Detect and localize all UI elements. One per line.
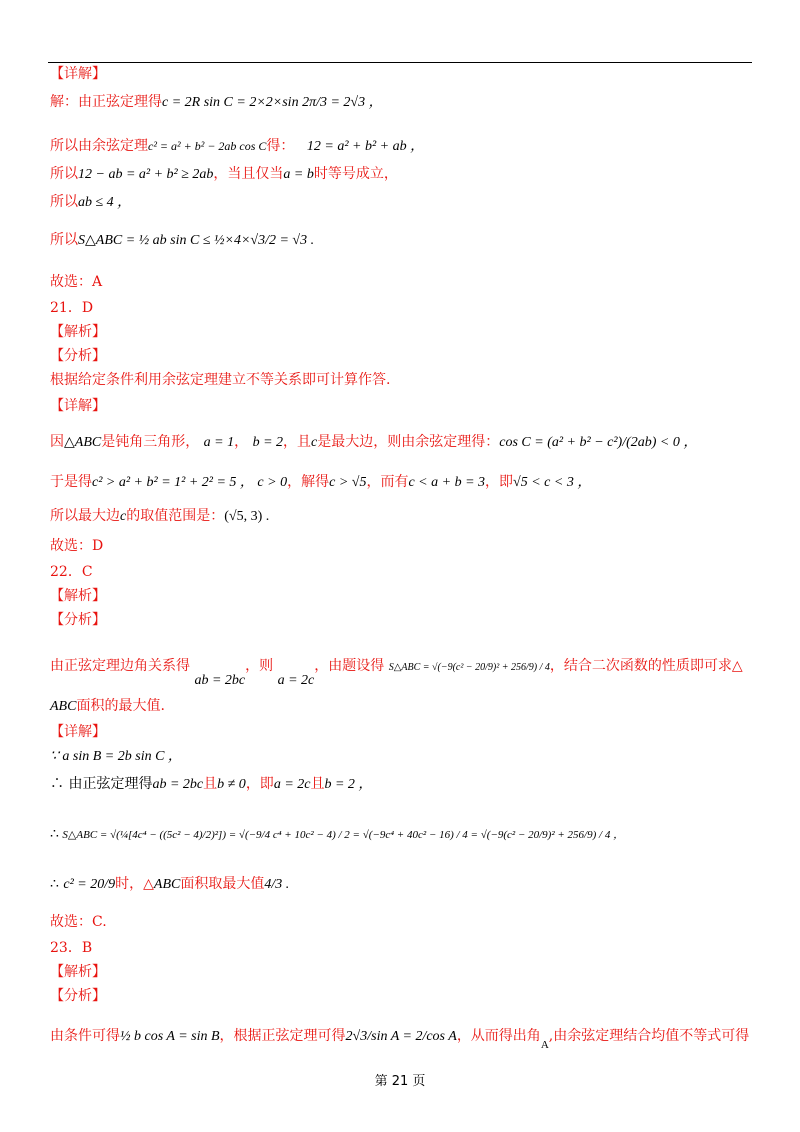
text: 时等号成立， — [313, 166, 398, 182]
math-expression: ∵ a sin B = 2b sin C ， — [50, 749, 182, 764]
math-expression: 12 = a² + b² + ab ， — [306, 139, 425, 154]
question-number: 23．B — [50, 940, 93, 956]
q23-analysis-line-1 — [50, 1026, 750, 1051]
text: 面积取最大值 — [180, 876, 265, 892]
math-expression: ab ≤ 4 ， — [78, 195, 132, 210]
math-expression: a = 2c — [273, 777, 311, 792]
fenxi-header: 【分析】 — [50, 988, 106, 1004]
q21-line-3 — [50, 506, 269, 527]
text: ，则 — [245, 658, 274, 674]
q22-detail-line-4 — [50, 874, 289, 895]
q20-line-2 — [50, 136, 424, 157]
text: ，即 — [245, 776, 274, 792]
math-expression: ABC — [50, 699, 77, 714]
text: ，而有 — [366, 474, 409, 490]
math-expression: c² = 20/9 — [63, 877, 116, 892]
math-expression: 12 − ab = a² + b² ≥ 2ab — [78, 167, 214, 182]
math-expression: b ≠ 0 — [217, 777, 246, 792]
text: 是最大边，则由余弦定理得： — [317, 434, 500, 450]
text: ，当且仅当 — [213, 166, 284, 182]
jiexi-header: 【解析】 — [50, 588, 106, 604]
text: ∴ — [50, 826, 59, 842]
q22-detail-line-3 — [50, 824, 624, 845]
text: 得： — [266, 138, 295, 154]
question-number: 21．D — [50, 300, 94, 316]
math-expression: b = 2 — [252, 435, 284, 450]
math-expression: ab = 2bc — [152, 777, 204, 792]
text: ，根据正弦定理可得 — [219, 1028, 346, 1044]
math-expression: c — [311, 435, 318, 450]
text: 因 — [50, 434, 64, 450]
q22-detail-line-2 — [50, 774, 372, 795]
math-expression: c = 2R sin C = 2×2×sin 2π/3 = 2√3 ， — [162, 95, 383, 110]
jiexi-header: 【解析】 — [50, 964, 106, 980]
math-expression: △ABC — [64, 435, 102, 450]
text: 所以最大边 — [50, 508, 120, 524]
jiexi-header: 【解析】 — [50, 324, 106, 340]
detail-header: 【详解】 — [50, 724, 106, 740]
text: 且 — [310, 776, 325, 792]
math-expression: a = 2c — [277, 673, 315, 688]
math-expression: ½ b cos A = sin B — [120, 1029, 220, 1044]
math-expression: A — [540, 1039, 549, 1051]
q21-line-1: 因△ABC是钝角三角形， a = 1， b = 2，且c是最大边，则由余弦定理得：cos C = (a² + b² − c²)/(2ab) < 0 ， — [50, 434, 698, 450]
text: 于是得 — [50, 474, 92, 490]
q20-line-3 — [50, 164, 398, 185]
q21-line-2 — [50, 472, 591, 493]
text: 由条件可得 — [50, 1028, 120, 1044]
math-expression: S△ABC = √(¼[4c⁴ − ((5c² − 4)/2)²]) = √(−9/4 c⁴ + 10c² − 4) / 2 = √(−9c⁴ + 40c² − 16) / 4 = √(−9(c² − 20/9)² + 256/9) / 4 ， — [62, 829, 625, 841]
math-expression: ABC — [153, 877, 181, 892]
text: 所以 — [50, 166, 78, 182]
text: 时，△ — [115, 876, 154, 892]
math-expression: a = b — [283, 167, 314, 182]
q22-analysis-line-1 — [50, 656, 743, 688]
answer-line: 故选：A — [50, 274, 103, 290]
math-expression: c — [120, 509, 127, 524]
q20-line-1 — [50, 92, 383, 113]
math-expression: 2√3/sin A = 2/cos A — [345, 1029, 457, 1044]
text: 由正弦定理边角关系得 — [50, 658, 190, 674]
text: 面积的最大值. — [76, 698, 165, 714]
fenxi-header: 【分析】 — [50, 348, 106, 364]
answer-line: 故选：D — [50, 538, 104, 554]
text: ，且 — [283, 434, 312, 450]
math-expression: S△ABC = √(−9(c² − 20/9)² + 256/9) / 4 — [388, 662, 550, 673]
page-footer: 第 21 页 — [374, 1074, 426, 1089]
math-expression: (√5, 3) . — [224, 509, 270, 524]
math-expression: b = 2 ， — [324, 777, 373, 792]
math-expression: c² > a² + b² = 1² + 2² = 5 ， c > 0 — [92, 475, 288, 490]
text: ，结合二次函数的性质即可求△ — [549, 658, 743, 674]
detail-header: 【详解】 — [50, 398, 106, 414]
text: 所以 — [50, 194, 78, 210]
text: 所以 — [50, 232, 78, 248]
text: ∴ 由正弦定理得 — [50, 776, 153, 792]
text: 且 — [203, 776, 218, 792]
text: 解：由正弦定理得 — [50, 94, 162, 110]
math-expression: c² = a² + b² − 2ab cos C — [148, 139, 267, 153]
analysis-text: 根据给定条件利用余弦定理建立不等关系即可计算作答. — [50, 372, 391, 388]
detail-header: 【详解】 — [50, 66, 106, 82]
math-expression: cos C = (a² + b² − c²)/(2ab) < 0 ， — [499, 435, 698, 450]
math-expression: a = 1 — [203, 435, 235, 450]
math-expression: ab = 2bc — [194, 673, 246, 688]
text: ∴ — [50, 876, 59, 892]
text: ，解得 — [287, 474, 330, 490]
math-expression: S△ABC = ½ ab sin C ≤ ½×4×√3/2 = √3 . — [78, 233, 315, 248]
q22-detail-line-1 — [50, 746, 182, 767]
q22-analysis-line-2 — [50, 696, 165, 717]
text: ，从而得出角 — [456, 1028, 541, 1044]
math-expression: c > √5 — [329, 475, 367, 490]
text: ，由题设得 — [314, 658, 385, 674]
text: ，即 — [485, 474, 514, 490]
answer-line: 故选：C. — [50, 914, 107, 930]
text: 所以由余弦定理 — [50, 138, 148, 154]
math-expression: 4/3 . — [264, 877, 290, 892]
text: 是钝角三角形， — [101, 434, 200, 450]
question-number: 22．C — [50, 564, 93, 580]
q20-line-4 — [50, 192, 131, 213]
q20-line-5 — [50, 230, 314, 251]
math-expression: √5 < c < 3 ， — [513, 475, 592, 490]
fenxi-header: 【分析】 — [50, 612, 106, 628]
text: 的取值范围是： — [126, 508, 225, 524]
text: ,由余弦定理结合均值不等式可得 — [548, 1028, 750, 1044]
top-rule — [48, 62, 752, 63]
math-expression: c < a + b = 3 — [408, 475, 486, 490]
